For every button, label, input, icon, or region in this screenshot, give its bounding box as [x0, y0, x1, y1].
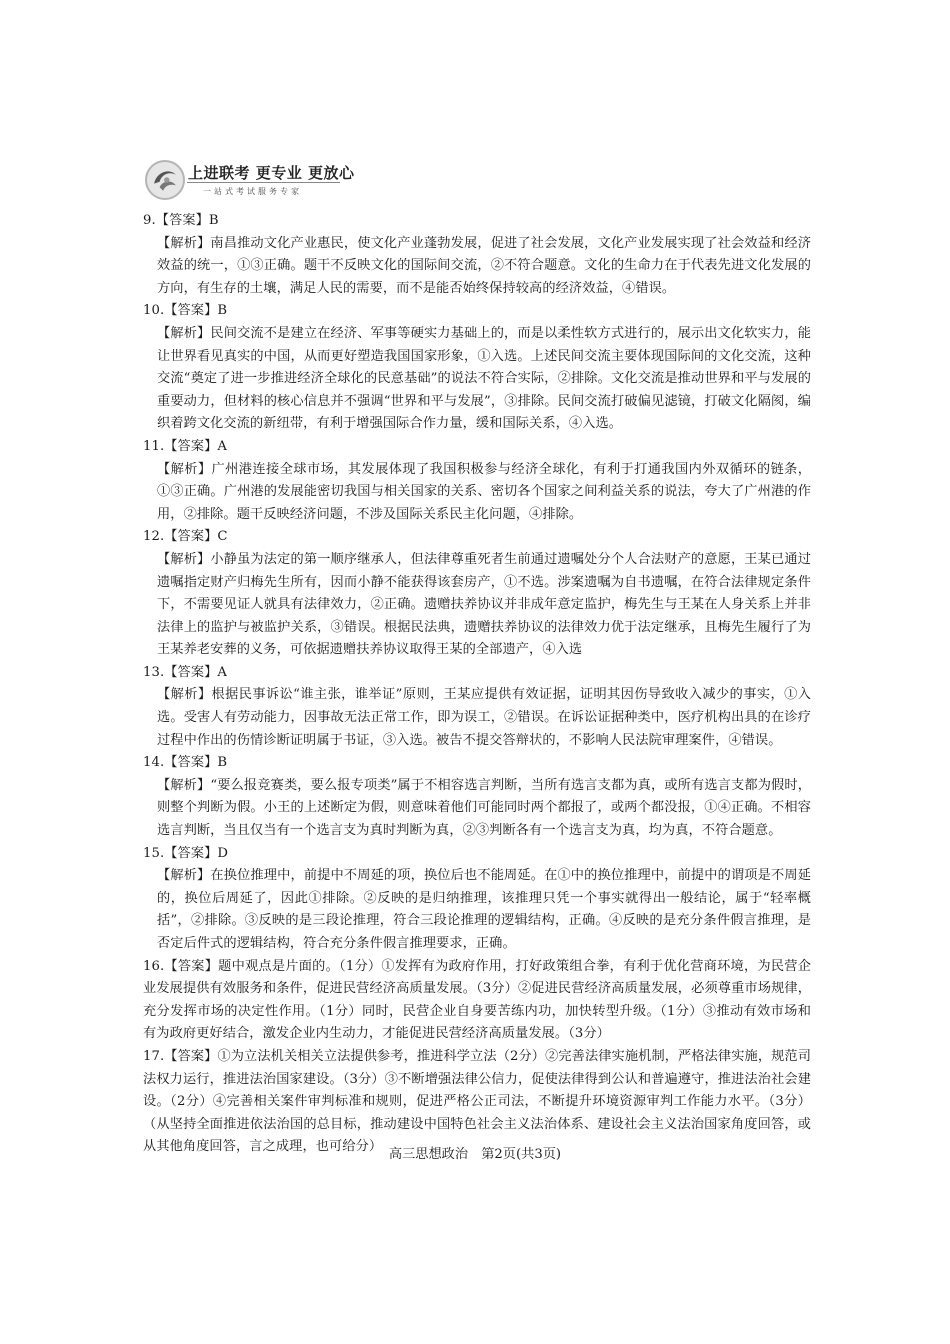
answer-item-12 [143, 526, 811, 662]
page-footer: 高三思想政治 第2页(共3页) [388, 1147, 562, 1162]
explanation-text: 【解析】在换位推理中，前提中不周延的项，换位后也不能周延。在①中的换位推理中，前提中的谓项是不周延的，换位后周延了，因此①排除。②反映的是归纳推理，该推理只凭一个事实就得出一般结论，属于“轻率概括”，②排除。③反映的是三段论推理，符合三段论推理的逻辑结构，正确。④反映的是充分条件假言推理，是否定后件式的逻辑结构，符合充分条件假言推理要求，正确。 [157, 868, 811, 951]
answer-line: 15.【答案】D [143, 845, 229, 861]
answer-line: 13.【答案】A [143, 664, 228, 680]
brand-title: 上进联考 更专业 更放心 [188, 164, 355, 182]
swirl-logo-icon [145, 160, 185, 200]
answer-item-16 [143, 956, 811, 1046]
header-divider [187, 182, 340, 183]
brand-subtitle: 一站式考试服务专家 [203, 187, 302, 196]
explanation-text: 【解析】小静虽为法定的第一顺序继承人，但法律尊重死者生前通过遗嘱处分个人合法财产的意愿，王某已通过遗嘱指定财产归梅先生所有，因而小静不能获得该套房产，①不选。涉案遗嘱为自书遗嘱，在符合法律规定条件下，不需要见证人就具有法律效力，②正确。遗赠扶养协议并非成年意定监护，梅先生与王某在人身关系上并非法律上的监护与被监护关系，③错误。根据民法典，遗赠扶养协议的法律效力优于法定继承，且梅先生履行了为王某养老安葬的义务，可依据遗赠扶养协议取得王某的全部遗产，④入选 [157, 551, 811, 658]
answer-item-14 [143, 752, 811, 842]
answer-line: 12.【答案】C [143, 529, 228, 545]
answer-line: 9.【答案】B [143, 213, 219, 228]
explanation-text: 【解析】“要么报竞赛类，要么报专项类”属于不相容选言判断，当所有选言支都为真，或所有选言支都为假时，则整个判断为假。小王的上述断定为假，则意味着他们可能同时两个都报了，或两个都没报，①④正确。不相容选言判断，当且仅当有一个选言支为真时判断为真，②③判断各有一个选言支为真，均为真，不符合题意。 [157, 777, 811, 839]
explanation-text: 【解析】广州港连接全球市场，其发展体现了我国积极参与经济全球化，有利于打通我国内外双循环的链条，①③正确。广州港的发展能密切我国与相关国家的关系、密切各个国家之间利益关系的说法，夸大了广州港的作用，②排除。题干反映经济问题，不涉及国际关系民主化问题，④排除。 [157, 461, 811, 522]
answer-text: 16.【答案】题中观点是片面的。（1分）①发挥有为政府作用，打好政策组合拳，有利于优化营商环境，为民营企业发展提供有效服务和条件，促进民营经济高质量发展。（3分）②促进民营经济高质量发展，必须尊重市场规律，充分发挥市场的决定性作用。（1分）同时，民营企业自身要苦练内功，加快转型升级。（1分）③推动有效市场和有为政府更好结合，激发企业内生动力，才能促进民营经济高质量发展。（3分） [143, 958, 811, 1042]
answer-text: 17.【答案】①为立法机关相关立法提供参考，推进科学立法（2分）②完善法律实施机制，严格法律实施，规范司法权力运行，推进法治国家建设。（3分）③不断增强法律公信力，促使法律得到公认和普遍遵守，推进法治社会建设。（2分）④完善相关案件审判标准和规则，促进严格公正司法，不断提升环境资源审判工作能力水平。（3分）（从坚持全面推进依法治国的总目标，推动建设中国特色社会主义法治体系、建设社会主义法治国家角度回答，或从其他角度回答，言之成理，也可给分） [143, 1048, 811, 1155]
answer-item-17 [143, 1046, 811, 1159]
answer-list [143, 210, 811, 1159]
answer-line: 10.【答案】B [143, 303, 228, 319]
answer-item-11 [143, 436, 811, 526]
answer-line: 14.【答案】B [143, 755, 228, 771]
answer-item-15 [143, 843, 811, 956]
explanation-text: 【解析】南昌推动文化产业惠民，使文化产业蓬勃发展，促进了社会发展，文化产业发展实现了社会效益和经济效益的统一，①③正确。题干不反映文化的国际间交流，②不符合题意。文化的生命力在于代表先进文化发展的方向，有生存的土壤，满足人民的需要，而不是能否始终保持较高的经济效益，④错误。 [157, 235, 811, 296]
answer-item-13 [143, 662, 811, 752]
answer-item-10 [143, 300, 811, 436]
explanation-text: 【解析】民间交流不是建立在经济、军事等硬实力基础上的，而是以柔性软方式进行的，展示出文化软实力，能让世界看见真实的中国，从而更好塑造我国国家形象，①入选。上述民间交流主要体现国际间的文化交流，这种交流“奠定了进一步推进经济全球化的民意基础”的说法不符合实际，②排除。文化交流是推动世界和平与发展的重要动力，但材料的核心信息并不强调“世界和平与发展”，③排除。民间交流打破偏见滤镜，打破文化隔阂，编织着跨文化交流的新纽带，有利于增强国际合作力量，缓和国际关系，④入选。 [157, 325, 811, 432]
explanation-text: 【解析】根据民事诉讼“谁主张，谁举证”原则，王某应提供有效证据，证明其因伤导致收入减少的事实，①入选。受害人有劳动能力，因事故无法正常工作，即为误工，②错误。在诉讼证据种类中，医疗机构出具的在诊疗过程中作出的伤情诊断证明属于书证，③入选。被告不提交答辩状的，不影响人民法院审理案件，④错误。 [157, 687, 811, 748]
answer-item-9 [143, 210, 811, 300]
answer-line: 11.【答案】A [143, 438, 228, 454]
